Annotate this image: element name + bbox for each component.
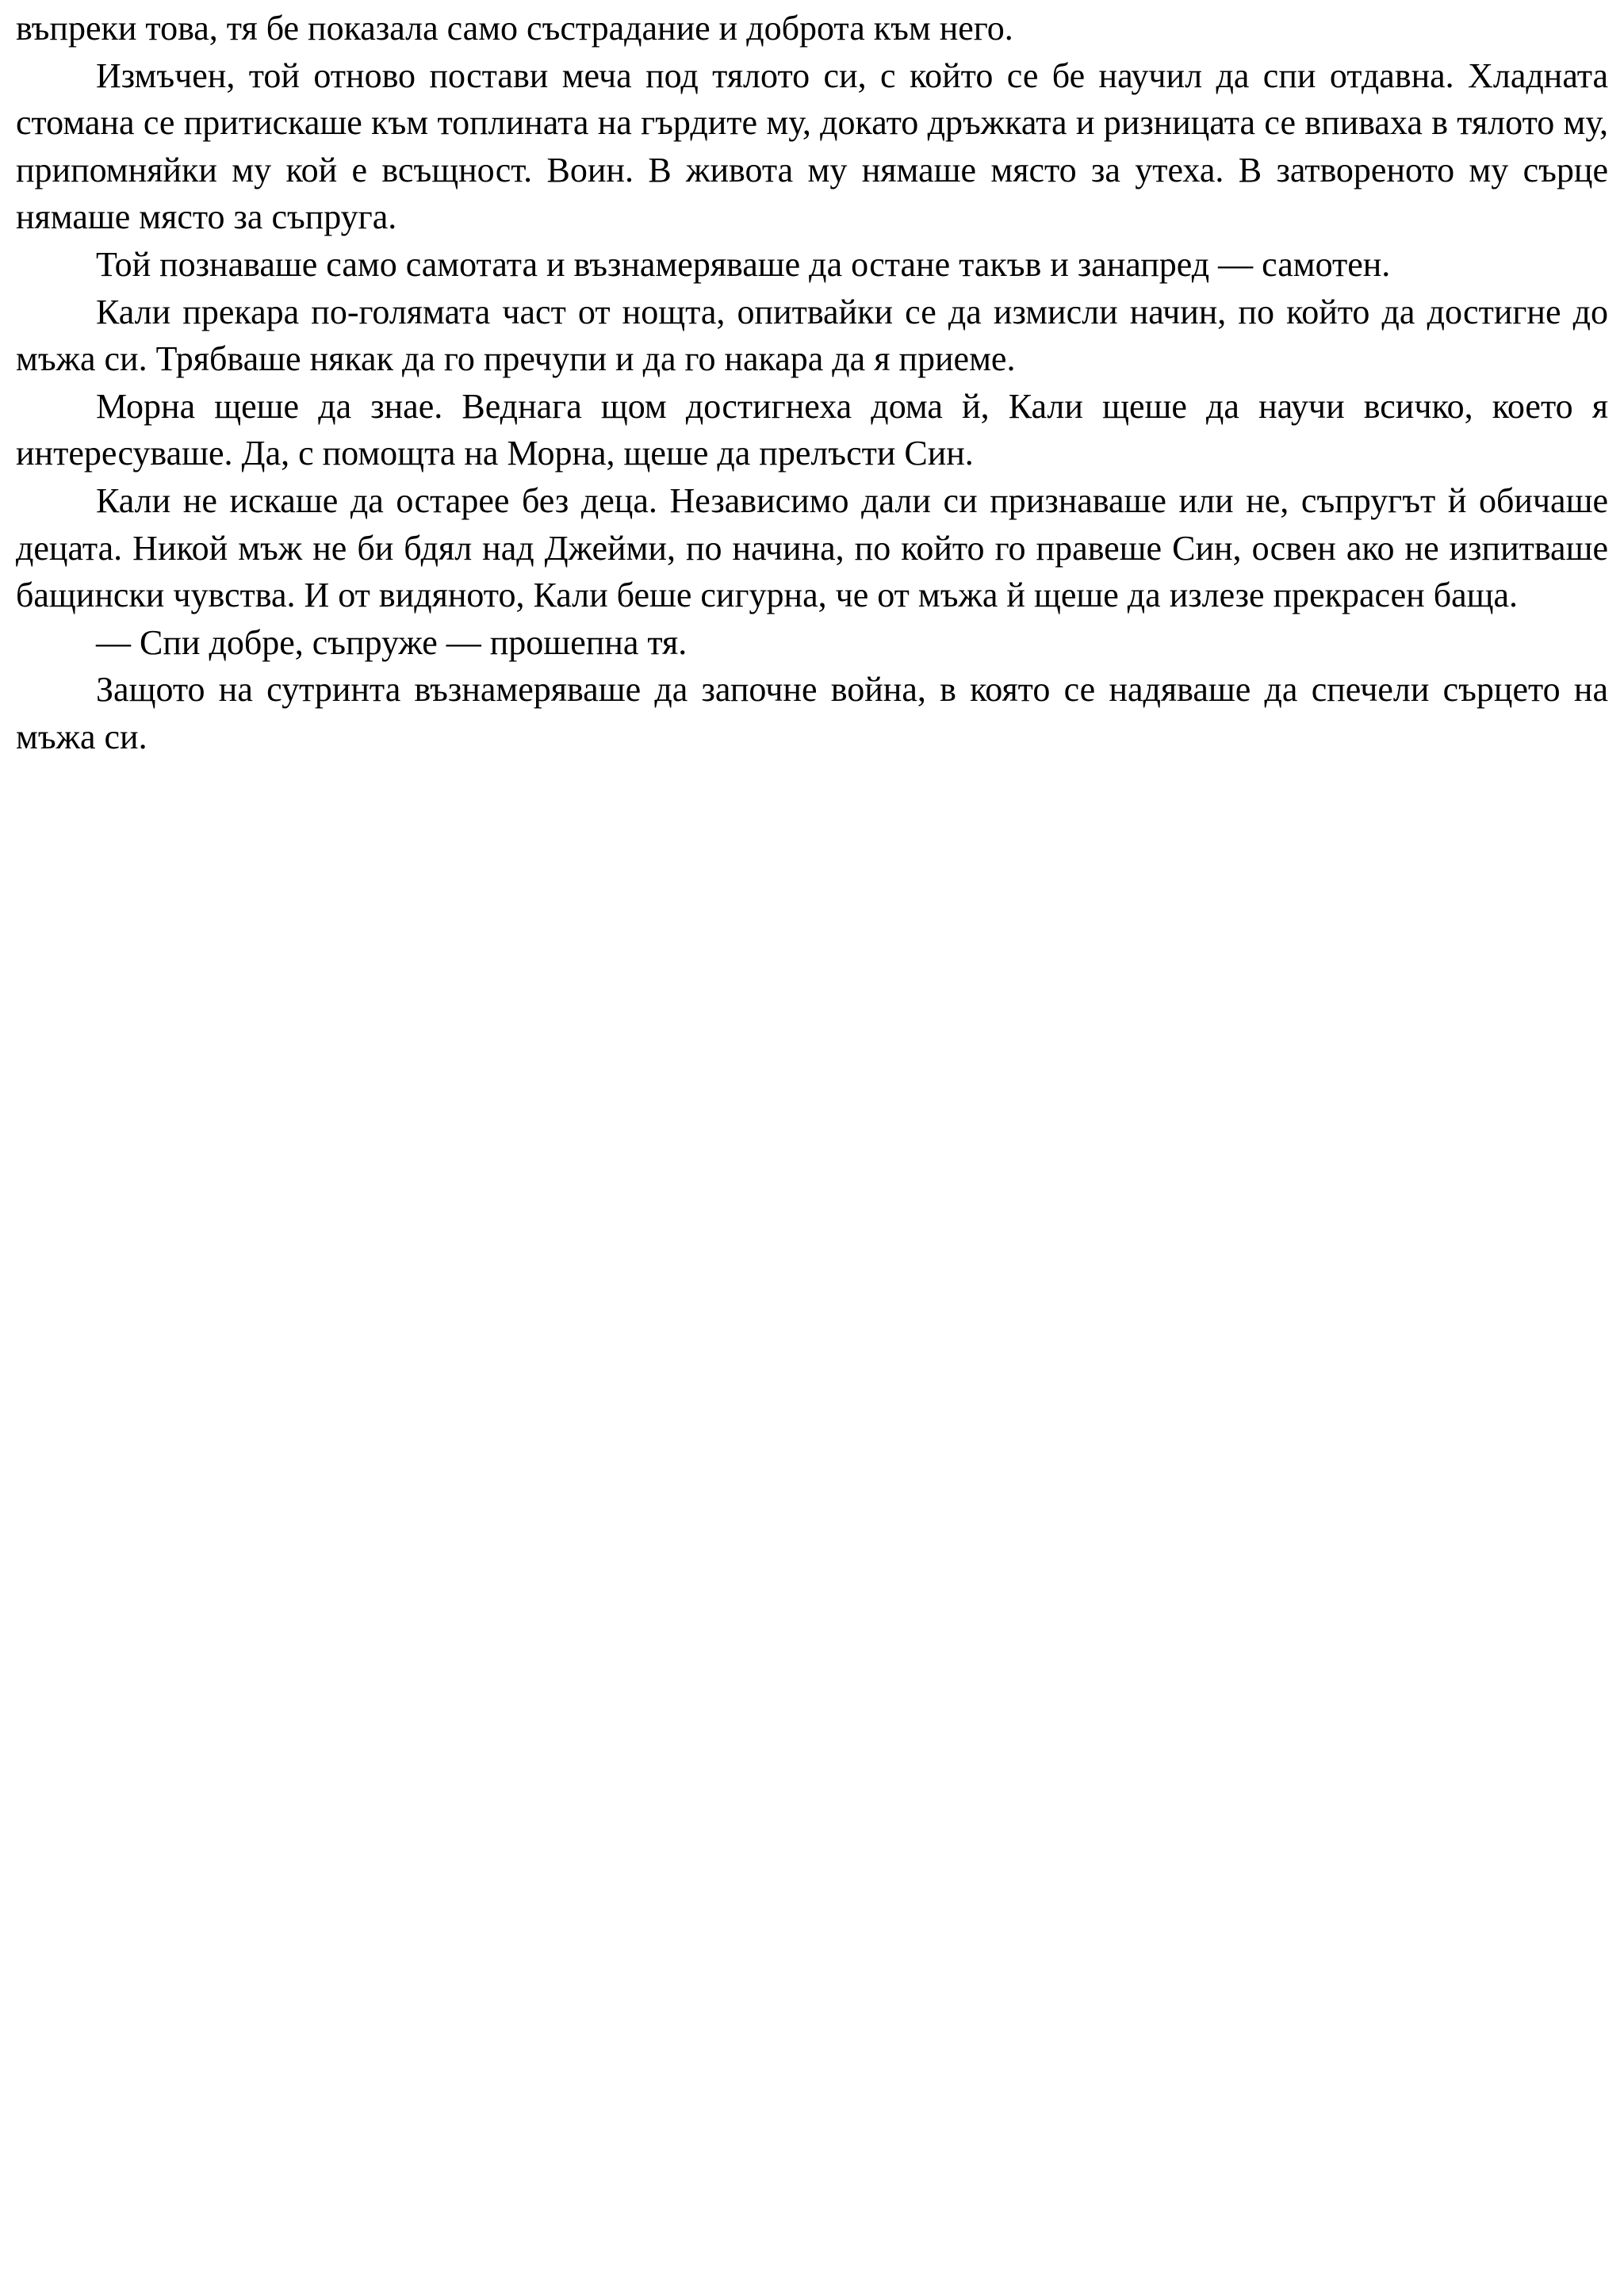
paragraph-continuation: въпреки това, тя бе показала само състрадание и доброта към него. xyxy=(16,9,1013,48)
paragraph: Кали не искаше да остарее без деца. Независимо дали си признаваше или не, съпругът й обичаше децата. Никой мъж не би бдял над Джейми, по начина, по който го правеше Син, освен ако не изпитваше бащински чувства. И от видяното, Кали беше сигурна, че от мъжа й щеше да излезе прекрасен баща. xyxy=(16,480,1608,615)
paragraph: Морна щеше да знае. Веднага щом достигнеха дома й, Кали щеше да научи всичко, което я интересуваше. Да, с помощта на Морна, щеше да прелъсти Син. xyxy=(16,386,1608,473)
document-page xyxy=(16,5,1608,761)
paragraph: Кали прекара по-голямата част от нощта, опитвайки се да измисли начин, по който да достигне до мъжа си. Трябваше някак да го пречупи и да го накара да я приеме. xyxy=(16,292,1608,379)
paragraph: Измъчен, той отново постави меча под тялото си, с който се бе научил да спи отдавна. Хладната стомана се притискаше към топлината на гърдите му, докато дръжката и ризницата се впиваха в тялото му, припомняйки му кой е всъщност. Воин. В живота му нямаше място за утеха. В затвореното му сърце нямаше място за съпруга. xyxy=(16,55,1608,237)
paragraph: Той познаваше само самотата и възнамеряваше да остане такъв и занапред — самотен. xyxy=(96,244,1391,284)
paragraph: Защото на сутринта възнамеряваше да започне война, в която се надяваше да спечели сърцето на мъжа си. xyxy=(16,670,1608,756)
dialogue-line: — Спи добре, съпруже — прошепна тя. xyxy=(96,622,688,662)
